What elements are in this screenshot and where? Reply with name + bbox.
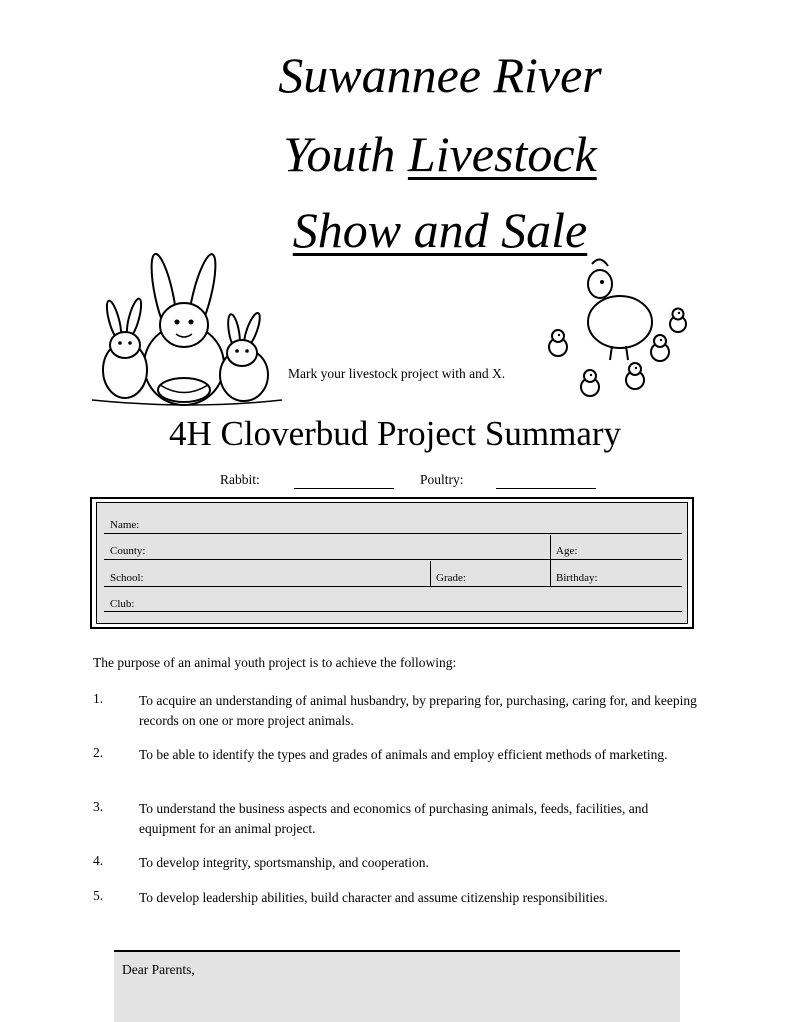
name-field[interactable] [104,533,682,534]
purpose-item: To acquire an understanding of animal husbandry, by preparing for, purchasing, caring for, and keeping records on one or more project animals. [139,693,697,728]
birthday-label: Birthday: [556,572,598,584]
purpose-number: 5. [93,888,104,903]
name-label: Name: [110,519,140,531]
purpose-intro: The purpose of an animal youth project is to achieve the following: [93,655,457,670]
purpose-number: 3. [93,799,104,814]
title-line-2-underlined: Livestock [407,126,597,182]
club-field[interactable] [104,611,682,612]
purpose-item: To develop integrity, sportsmanship, and cooperation. [139,855,429,870]
instruction-text: Mark your livestock project with and X. [288,366,506,381]
student-info-box [96,502,688,624]
age-birthday-divider [550,535,551,586]
title-line-2 [230,124,650,184]
title-line-1: Suwannee River [278,47,602,103]
poultry-label: Poultry: [420,472,464,487]
title-line-3 [230,200,650,260]
purpose-item: To be able to identify the types and grades of animals and employ efficient methods of marketing. [139,747,668,762]
purpose-number: 4. [93,853,104,868]
rabbit-mark-line[interactable] [294,488,394,489]
rabbit-family-illustration [92,250,292,410]
purpose-item: To understand the business aspects and economics of purchasing animals, feeds, facilities, and equipment for an animal project. [139,801,649,836]
title-line-2-plain: Youth [283,126,408,182]
purpose-item: To develop leadership abilities, build character and assume citizenship responsibilities. [139,890,608,905]
hen-chicks-illustration [540,252,700,412]
county-age-field[interactable] [104,559,682,560]
county-label: County: [110,545,146,557]
school-grade-birthday-field[interactable] [104,586,682,587]
grade-divider [430,561,431,586]
grade-label: Grade: [436,572,466,584]
parents-letter-box [114,950,680,1022]
club-label: Club: [110,598,135,610]
project-summary-heading: 4H Cloverbud Project Summary [168,414,622,453]
parents-greeting: Dear Parents, [122,962,195,977]
purpose-number: 1. [93,691,104,706]
title-line-3-text: Show and Sale [292,202,588,258]
age-label: Age: [556,545,578,557]
poultry-mark-line[interactable] [496,488,596,489]
rabbit-label: Rabbit: [220,472,260,487]
school-label: School: [110,572,144,584]
purpose-number: 2. [93,745,104,760]
